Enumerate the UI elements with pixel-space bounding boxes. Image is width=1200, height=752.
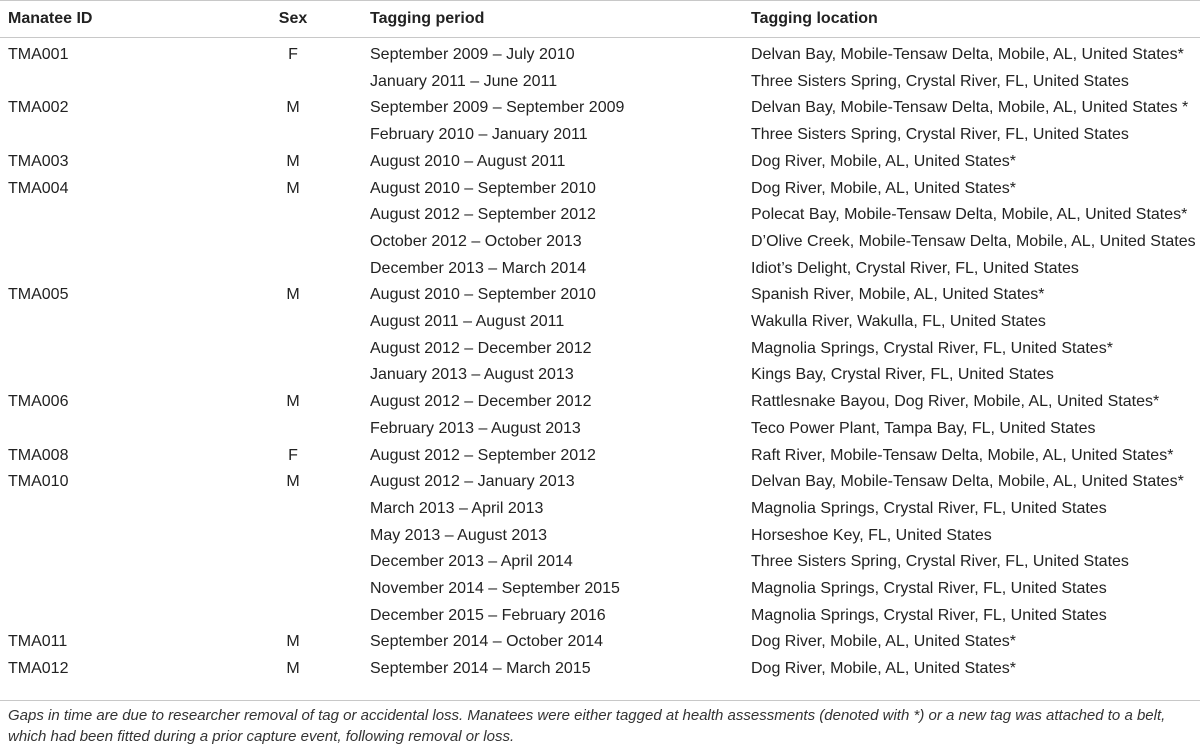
- cell-tagging-location: Three Sisters Spring, Crystal River, FL, United States: [751, 72, 1129, 90]
- cell-tagging-period: October 2012 – October 2013: [370, 232, 582, 250]
- table-row: [0, 656, 1200, 689]
- header-manatee-id: Manatee ID: [8, 10, 93, 27]
- table-row: [0, 176, 1200, 203]
- cell-tagging-period: August 2012 – December 2012: [370, 339, 592, 357]
- cell-manatee-id: [0, 416, 216, 443]
- cell-tagging-period: September 2014 – March 2015: [370, 660, 591, 678]
- cell-manatee-id: TMA003: [8, 152, 69, 170]
- table-row: [0, 38, 1200, 69]
- table-header: [0, 1, 1200, 38]
- cell-sex: [216, 362, 370, 389]
- table-row: [0, 389, 1200, 416]
- cell-sex: [216, 576, 370, 603]
- cell-sex: M: [286, 286, 300, 304]
- cell-manatee-id: [0, 309, 216, 336]
- cell-tagging-location: Dog River, Mobile, AL, United States*: [751, 633, 1017, 651]
- cell-sex: M: [286, 633, 300, 651]
- cell-tagging-period: August 2010 – September 2010: [370, 286, 596, 304]
- cell-sex: [216, 603, 370, 630]
- cell-manatee-id: TMA012: [8, 660, 69, 678]
- cell-tagging-period: February 2010 – January 2011: [370, 126, 588, 144]
- cell-tagging-location: Rattlesnake Bayou, Dog River, Mobile, AL, United States*: [751, 393, 1160, 411]
- header-row: [0, 1, 1200, 38]
- table-row: [0, 95, 1200, 122]
- cell-manatee-id: [0, 69, 216, 96]
- table-row: [0, 496, 1200, 523]
- cell-manatee-id: TMA004: [8, 179, 69, 197]
- cell-manatee-id: TMA010: [8, 473, 69, 491]
- cell-tagging-period: August 2012 – January 2013: [370, 473, 575, 491]
- table-row: [0, 469, 1200, 496]
- cell-manatee-id: [0, 229, 216, 256]
- cell-manatee-id: TMA005: [8, 286, 69, 304]
- cell-manatee-id: [0, 603, 216, 630]
- cell-manatee-id: [0, 549, 216, 576]
- cell-tagging-period: December 2015 – February 2016: [370, 606, 606, 624]
- table-row: [0, 309, 1200, 336]
- cell-sex: [216, 122, 370, 149]
- cell-sex: [216, 549, 370, 576]
- cell-sex: F: [288, 446, 298, 464]
- table-row: [0, 576, 1200, 603]
- cell-sex: [216, 309, 370, 336]
- cell-tagging-period: August 2010 – August 2011: [370, 152, 566, 170]
- cell-tagging-period: February 2013 – August 2013: [370, 419, 581, 437]
- cell-sex: [216, 496, 370, 523]
- cell-tagging-period: August 2011 – August 2011: [370, 313, 565, 331]
- cell-tagging-location: Raft River, Mobile-Tensaw Delta, Mobile, AL, United States*: [751, 446, 1174, 464]
- cell-manatee-id: TMA001: [8, 46, 69, 63]
- cell-tagging-period: September 2014 – October 2014: [370, 633, 604, 651]
- table-row: [0, 256, 1200, 283]
- table-row: [0, 443, 1200, 470]
- cell-sex: M: [286, 473, 300, 491]
- cell-tagging-period: January 2011 – June 2011: [370, 72, 558, 90]
- cell-sex: [216, 69, 370, 96]
- table-row: [0, 229, 1200, 256]
- cell-tagging-location: Polecat Bay, Mobile-Tensaw Delta, Mobile, AL, United States*: [751, 206, 1188, 224]
- table-row: [0, 362, 1200, 389]
- cell-tagging-location: Magnolia Springs, Crystal River, FL, United States: [751, 606, 1107, 624]
- cell-tagging-period: September 2009 – September 2009: [370, 99, 625, 117]
- table-row: [0, 549, 1200, 576]
- cell-manatee-id: TMA002: [8, 99, 69, 117]
- cell-manatee-id: TMA011: [8, 633, 68, 651]
- table-row: [0, 149, 1200, 176]
- cell-tagging-period: August 2012 – September 2012: [370, 206, 596, 224]
- cell-tagging-location: Kings Bay, Crystal River, FL, United States: [751, 366, 1054, 384]
- cell-tagging-location: Magnolia Springs, Crystal River, FL, United States*: [751, 339, 1113, 357]
- cell-manatee-id: [0, 496, 216, 523]
- table-row: [0, 69, 1200, 96]
- cell-tagging-location: Magnolia Springs, Crystal River, FL, United States: [751, 499, 1107, 517]
- cell-sex: [216, 202, 370, 229]
- cell-tagging-location: Wakulla River, Wakulla, FL, United States: [751, 313, 1046, 331]
- header-tagging-period: Tagging period: [370, 10, 485, 27]
- cell-tagging-period: March 2013 – April 2013: [370, 499, 544, 517]
- cell-sex: M: [286, 179, 300, 197]
- cell-tagging-location: Dog River, Mobile, AL, United States*: [751, 660, 1017, 678]
- header-tagging-location: Tagging location: [751, 10, 878, 27]
- cell-tagging-period: September 2009 – July 2010: [370, 46, 575, 63]
- cell-tagging-period: December 2013 – March 2014: [370, 259, 587, 277]
- cell-tagging-period: November 2014 – September 2015: [370, 580, 620, 598]
- cell-tagging-period: August 2012 – September 2012: [370, 446, 596, 464]
- cell-manatee-id: [0, 202, 216, 229]
- table-footnote: Gaps in time are due to researcher removal of tag or accidental loss. Manatees were either tagged at health assessments (denoted with *) or a new tag was attached to a belt, which had been fitted during a prior capture event, following removal or loss.: [8, 707, 1166, 745]
- table-row: [0, 416, 1200, 443]
- table-row: [0, 202, 1200, 229]
- cell-tagging-location: Delvan Bay, Mobile-Tensaw Delta, Mobile, AL, United States*: [751, 473, 1184, 491]
- cell-tagging-location: Delvan Bay, Mobile-Tensaw Delta, Mobile, AL, United States *: [751, 99, 1189, 117]
- cell-tagging-location: Three Sisters Spring, Crystal River, FL, United States: [751, 553, 1129, 571]
- cell-tagging-period: May 2013 – August 2013: [370, 526, 548, 544]
- cell-manatee-id: TMA006: [8, 393, 69, 411]
- cell-tagging-location: Horseshoe Key, FL, United States: [751, 526, 992, 544]
- cell-sex: M: [286, 152, 300, 170]
- cell-manatee-id: TMA008: [8, 446, 69, 464]
- cell-sex: F: [288, 46, 298, 63]
- table-row: [0, 603, 1200, 630]
- cell-sex: [216, 229, 370, 256]
- table-row: [0, 523, 1200, 550]
- cell-tagging-location: Idiot’s Delight, Crystal River, FL, United States: [751, 259, 1079, 277]
- cell-tagging-period: August 2010 – September 2010: [370, 179, 596, 197]
- table-body: [0, 38, 1200, 689]
- cell-tagging-location: Spanish River, Mobile, AL, United States*: [751, 286, 1045, 304]
- cell-tagging-location: Teco Power Plant, Tampa Bay, FL, United States: [751, 419, 1096, 437]
- cell-tagging-location: Dog River, Mobile, AL, United States*: [751, 152, 1017, 170]
- cell-tagging-period: August 2012 – December 2012: [370, 393, 592, 411]
- cell-sex: [216, 523, 370, 550]
- footnote-divider: [0, 700, 1200, 701]
- cell-tagging-location: D’Olive Creek, Mobile-Tensaw Delta, Mobile, AL, United States: [751, 232, 1196, 250]
- cell-manatee-id: [0, 122, 216, 149]
- header-sex: Sex: [278, 10, 308, 27]
- cell-sex: M: [286, 660, 300, 678]
- table-row: [0, 629, 1200, 656]
- cell-manatee-id: [0, 336, 216, 363]
- table-row: [0, 282, 1200, 309]
- cell-tagging-location: Three Sisters Spring, Crystal River, FL, United States: [751, 126, 1129, 144]
- cell-manatee-id: [0, 523, 216, 550]
- cell-sex: [216, 256, 370, 283]
- cell-tagging-period: December 2013 – April 2014: [370, 553, 573, 571]
- cell-sex: [216, 416, 370, 443]
- cell-sex: [216, 336, 370, 363]
- cell-manatee-id: [0, 256, 216, 283]
- table-row: [0, 122, 1200, 149]
- cell-manatee-id: [0, 362, 216, 389]
- cell-tagging-location: Dog River, Mobile, AL, United States*: [751, 179, 1017, 197]
- table-row: [0, 336, 1200, 363]
- cell-tagging-location: Delvan Bay, Mobile-Tensaw Delta, Mobile, AL, United States*: [751, 46, 1184, 63]
- cell-sex: M: [286, 393, 300, 411]
- cell-manatee-id: [0, 576, 216, 603]
- cell-tagging-location: Magnolia Springs, Crystal River, FL, United States: [751, 580, 1107, 598]
- cell-sex: M: [286, 99, 300, 117]
- cell-tagging-period: January 2013 – August 2013: [370, 366, 574, 384]
